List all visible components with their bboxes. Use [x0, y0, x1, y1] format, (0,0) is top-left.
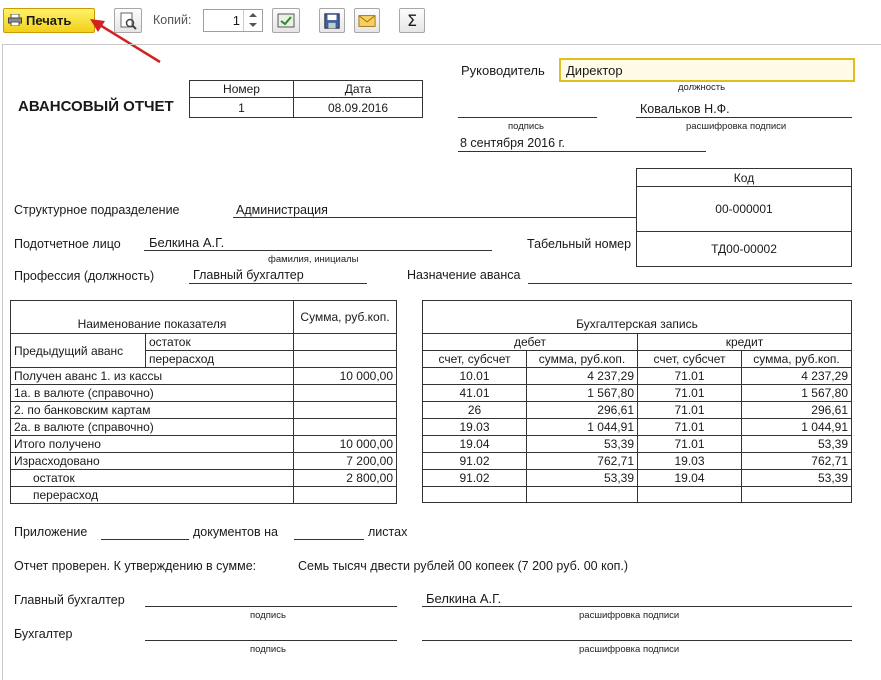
row-sum: 7 200,00: [294, 453, 397, 470]
credit-sum-header: сумма, руб.коп.: [742, 351, 852, 368]
save-icon: [323, 12, 341, 30]
checked-label: Отчет проверен. К утверждению в сумме:: [14, 559, 257, 573]
row-name: 1а. в валюте (справочно): [11, 385, 294, 402]
toolbar: [0, 0, 881, 44]
debit-account: 91.02: [423, 453, 527, 470]
format-icon: [276, 11, 296, 31]
credit-account: 71.01: [638, 368, 742, 385]
credit-account-header: счет, субсчет: [638, 351, 742, 368]
credit-sum: 762,71: [742, 453, 852, 470]
row-sum: [294, 402, 397, 419]
profession-value: Главный бухгалтер: [193, 268, 304, 282]
debit-sum: [527, 487, 638, 503]
debit-account: 19.04: [423, 436, 527, 453]
accountant-decode-line: [422, 640, 852, 641]
print-label: Печать: [26, 13, 72, 28]
credit-account: 71.01: [638, 402, 742, 419]
credit-account: 71.01: [638, 385, 742, 402]
right-table: [422, 300, 852, 503]
prev-remainder-label: остаток: [146, 334, 294, 351]
checked-value: Семь тысяч двести рублей 00 копеек (7 200 руб. 00 коп.): [298, 559, 629, 573]
credit-sum: 1 567,80: [742, 385, 852, 402]
credit-sum: 1 044,91: [742, 419, 852, 436]
table-row: [11, 419, 397, 436]
debit-account: 41.01: [423, 385, 527, 402]
sheets-label: листах: [368, 525, 408, 539]
head-position-field[interactable]: [559, 58, 855, 82]
credit-sum: 53,39: [742, 436, 852, 453]
debit-sum: 53,39: [527, 436, 638, 453]
col-name-header: Наименование показателя: [11, 301, 294, 334]
debit-sum: 762,71: [527, 453, 638, 470]
debit-header: дебет: [423, 334, 638, 351]
mail-icon: [358, 12, 376, 30]
mail-button[interactable]: [354, 8, 380, 33]
person-label: Подотчетное лицо: [14, 237, 121, 251]
number-label: Номер: [190, 81, 294, 98]
credit-account: 71.01: [638, 419, 742, 436]
row-sum: 10 000,00: [294, 436, 397, 453]
code-label: Код: [637, 169, 852, 187]
chief-name: Белкина А.Г.: [426, 591, 502, 606]
division-value: Администрация: [236, 203, 328, 217]
bottom-remainder-sum: 2 800,00: [294, 470, 397, 487]
chief-accountant-label: Главный бухгалтер: [14, 593, 125, 607]
debit-account-header: счет, субсчет: [423, 351, 527, 368]
credit-account: 19.04: [638, 470, 742, 487]
row-name: Израсходовано: [11, 453, 294, 470]
table-row: [423, 487, 852, 503]
row-sum: [294, 419, 397, 436]
prev-advance-label: Предыдущий аванс: [11, 334, 146, 368]
sum-icon: Σ: [407, 11, 418, 30]
row-name: Получен аванс 1. из кассы: [11, 368, 294, 385]
report-number: 1: [190, 98, 294, 118]
table-row: [11, 436, 397, 453]
purpose-label: Назначение аванса: [407, 268, 521, 282]
accountant-decode-caption: расшифровка подписи: [579, 644, 680, 655]
table-row: [11, 470, 397, 487]
chevron-up-icon[interactable]: [249, 13, 257, 17]
person-line: [144, 250, 492, 251]
head-label: Руководитель: [461, 63, 545, 78]
left-table: [10, 300, 397, 504]
head-decode-line: [636, 117, 852, 118]
credit-account: [638, 487, 742, 503]
bottom-remainder-label: остаток: [11, 470, 294, 487]
division-code: 00-000001: [637, 187, 852, 232]
approve-date-line: [458, 151, 706, 152]
table-row: [11, 402, 397, 419]
table-row: [423, 368, 852, 385]
prev-overspend-label: перерасход: [146, 351, 294, 368]
approve-date: 8 сентября 2016 г.: [460, 136, 566, 150]
debit-account: 26: [423, 402, 527, 419]
documents-on-label: документов на: [193, 525, 278, 539]
row-name: 2а. в валюте (справочно): [11, 419, 294, 436]
credit-sum: 53,39: [742, 470, 852, 487]
save-button[interactable]: [319, 8, 345, 33]
print-button[interactable]: [3, 8, 95, 33]
table-row: [423, 402, 852, 419]
accounting-entry-header: Бухгалтерская запись: [423, 301, 852, 334]
code-table: [636, 168, 852, 267]
copies-spin[interactable]: [243, 10, 262, 31]
division-label: Структурное подразделение: [14, 203, 180, 217]
copies-value[interactable]: 1: [232, 13, 240, 28]
head-position-value[interactable]: Директор: [566, 63, 623, 78]
profession-label: Профессия (должность): [14, 269, 155, 283]
report-date: 08.09.2016: [294, 98, 423, 118]
debit-account: 19.03: [423, 419, 527, 436]
row-sum: 10 000,00: [294, 368, 397, 385]
head-signature-caption: подпись: [508, 121, 544, 132]
person-caption: фамилия, инициалы: [268, 254, 359, 265]
debit-account: 91.02: [423, 470, 527, 487]
col-sum-header: Сумма, руб.коп.: [294, 301, 397, 334]
debit-sum: 296,61: [527, 402, 638, 419]
table-row: [423, 436, 852, 453]
head-signature-line: [458, 117, 597, 118]
row-name: 2. по банковским картам: [11, 402, 294, 419]
table-row: [11, 368, 397, 385]
sheets-count-line: [294, 539, 364, 540]
attachment-label: Приложение: [14, 525, 88, 539]
chief-signature-caption: подпись: [250, 610, 286, 621]
table-row: [11, 453, 397, 470]
number-date-table: [189, 80, 423, 118]
debit-sum: 1 567,80: [527, 385, 638, 402]
table-row: [423, 419, 852, 436]
tab-number-value: ТД00-00002: [637, 232, 852, 267]
accountant-label: Бухгалтер: [14, 627, 73, 641]
debit-sum: 53,39: [527, 470, 638, 487]
row-name: Итого получено: [11, 436, 294, 453]
tab-label: Табельный номер: [527, 237, 632, 251]
row-sum: [294, 385, 397, 402]
profession-line: [189, 283, 367, 284]
prev-overspend-sum: [294, 351, 397, 368]
head-decode-caption: расшифровка подписи: [686, 121, 787, 132]
accountant-signature-caption: подпись: [250, 644, 286, 655]
division-line: [233, 217, 636, 218]
debit-sum: 4 237,29: [527, 368, 638, 385]
chief-decode-caption: расшифровка подписи: [579, 610, 680, 621]
report-title: АВАНСОВЫЙ ОТЧЕТ: [18, 98, 174, 115]
credit-sum: [742, 487, 852, 503]
purpose-line: [528, 283, 852, 284]
position-caption: должность: [678, 82, 726, 93]
table-row: [423, 385, 852, 402]
accountant-signature-line: [145, 640, 397, 641]
debit-account: [423, 487, 527, 503]
person-value: Белкина А.Г.: [149, 235, 225, 250]
table-row: [11, 487, 397, 504]
debit-sum: 1 044,91: [527, 419, 638, 436]
bottom-overspend-sum: [294, 487, 397, 504]
credit-account: 71.01: [638, 436, 742, 453]
table-row: [423, 470, 852, 487]
chief-signature-line: [145, 606, 397, 607]
format-button[interactable]: [272, 8, 300, 33]
head-signer-name: Ковальков Н.Ф.: [640, 102, 730, 116]
credit-header: кредит: [638, 334, 852, 351]
bottom-overspend-label: перерасход: [11, 487, 294, 504]
table-row: [11, 385, 397, 402]
debit-sum-header: сумма, руб.коп.: [527, 351, 638, 368]
printer-icon: [8, 14, 22, 26]
copies-stepper[interactable]: [203, 9, 263, 32]
copies-label: Копий:: [153, 13, 192, 27]
prev-remainder-sum: [294, 334, 397, 351]
debit-account: 10.01: [423, 368, 527, 385]
credit-sum: 4 237,29: [742, 368, 852, 385]
credit-sum: 296,61: [742, 402, 852, 419]
date-label: Дата: [294, 81, 423, 98]
sum-button[interactable]: [399, 8, 425, 33]
attachment-count-line: [101, 539, 189, 540]
table-row: [423, 453, 852, 470]
chief-decode-line: [422, 606, 852, 607]
chevron-down-icon[interactable]: [249, 23, 257, 27]
credit-account: 19.03: [638, 453, 742, 470]
